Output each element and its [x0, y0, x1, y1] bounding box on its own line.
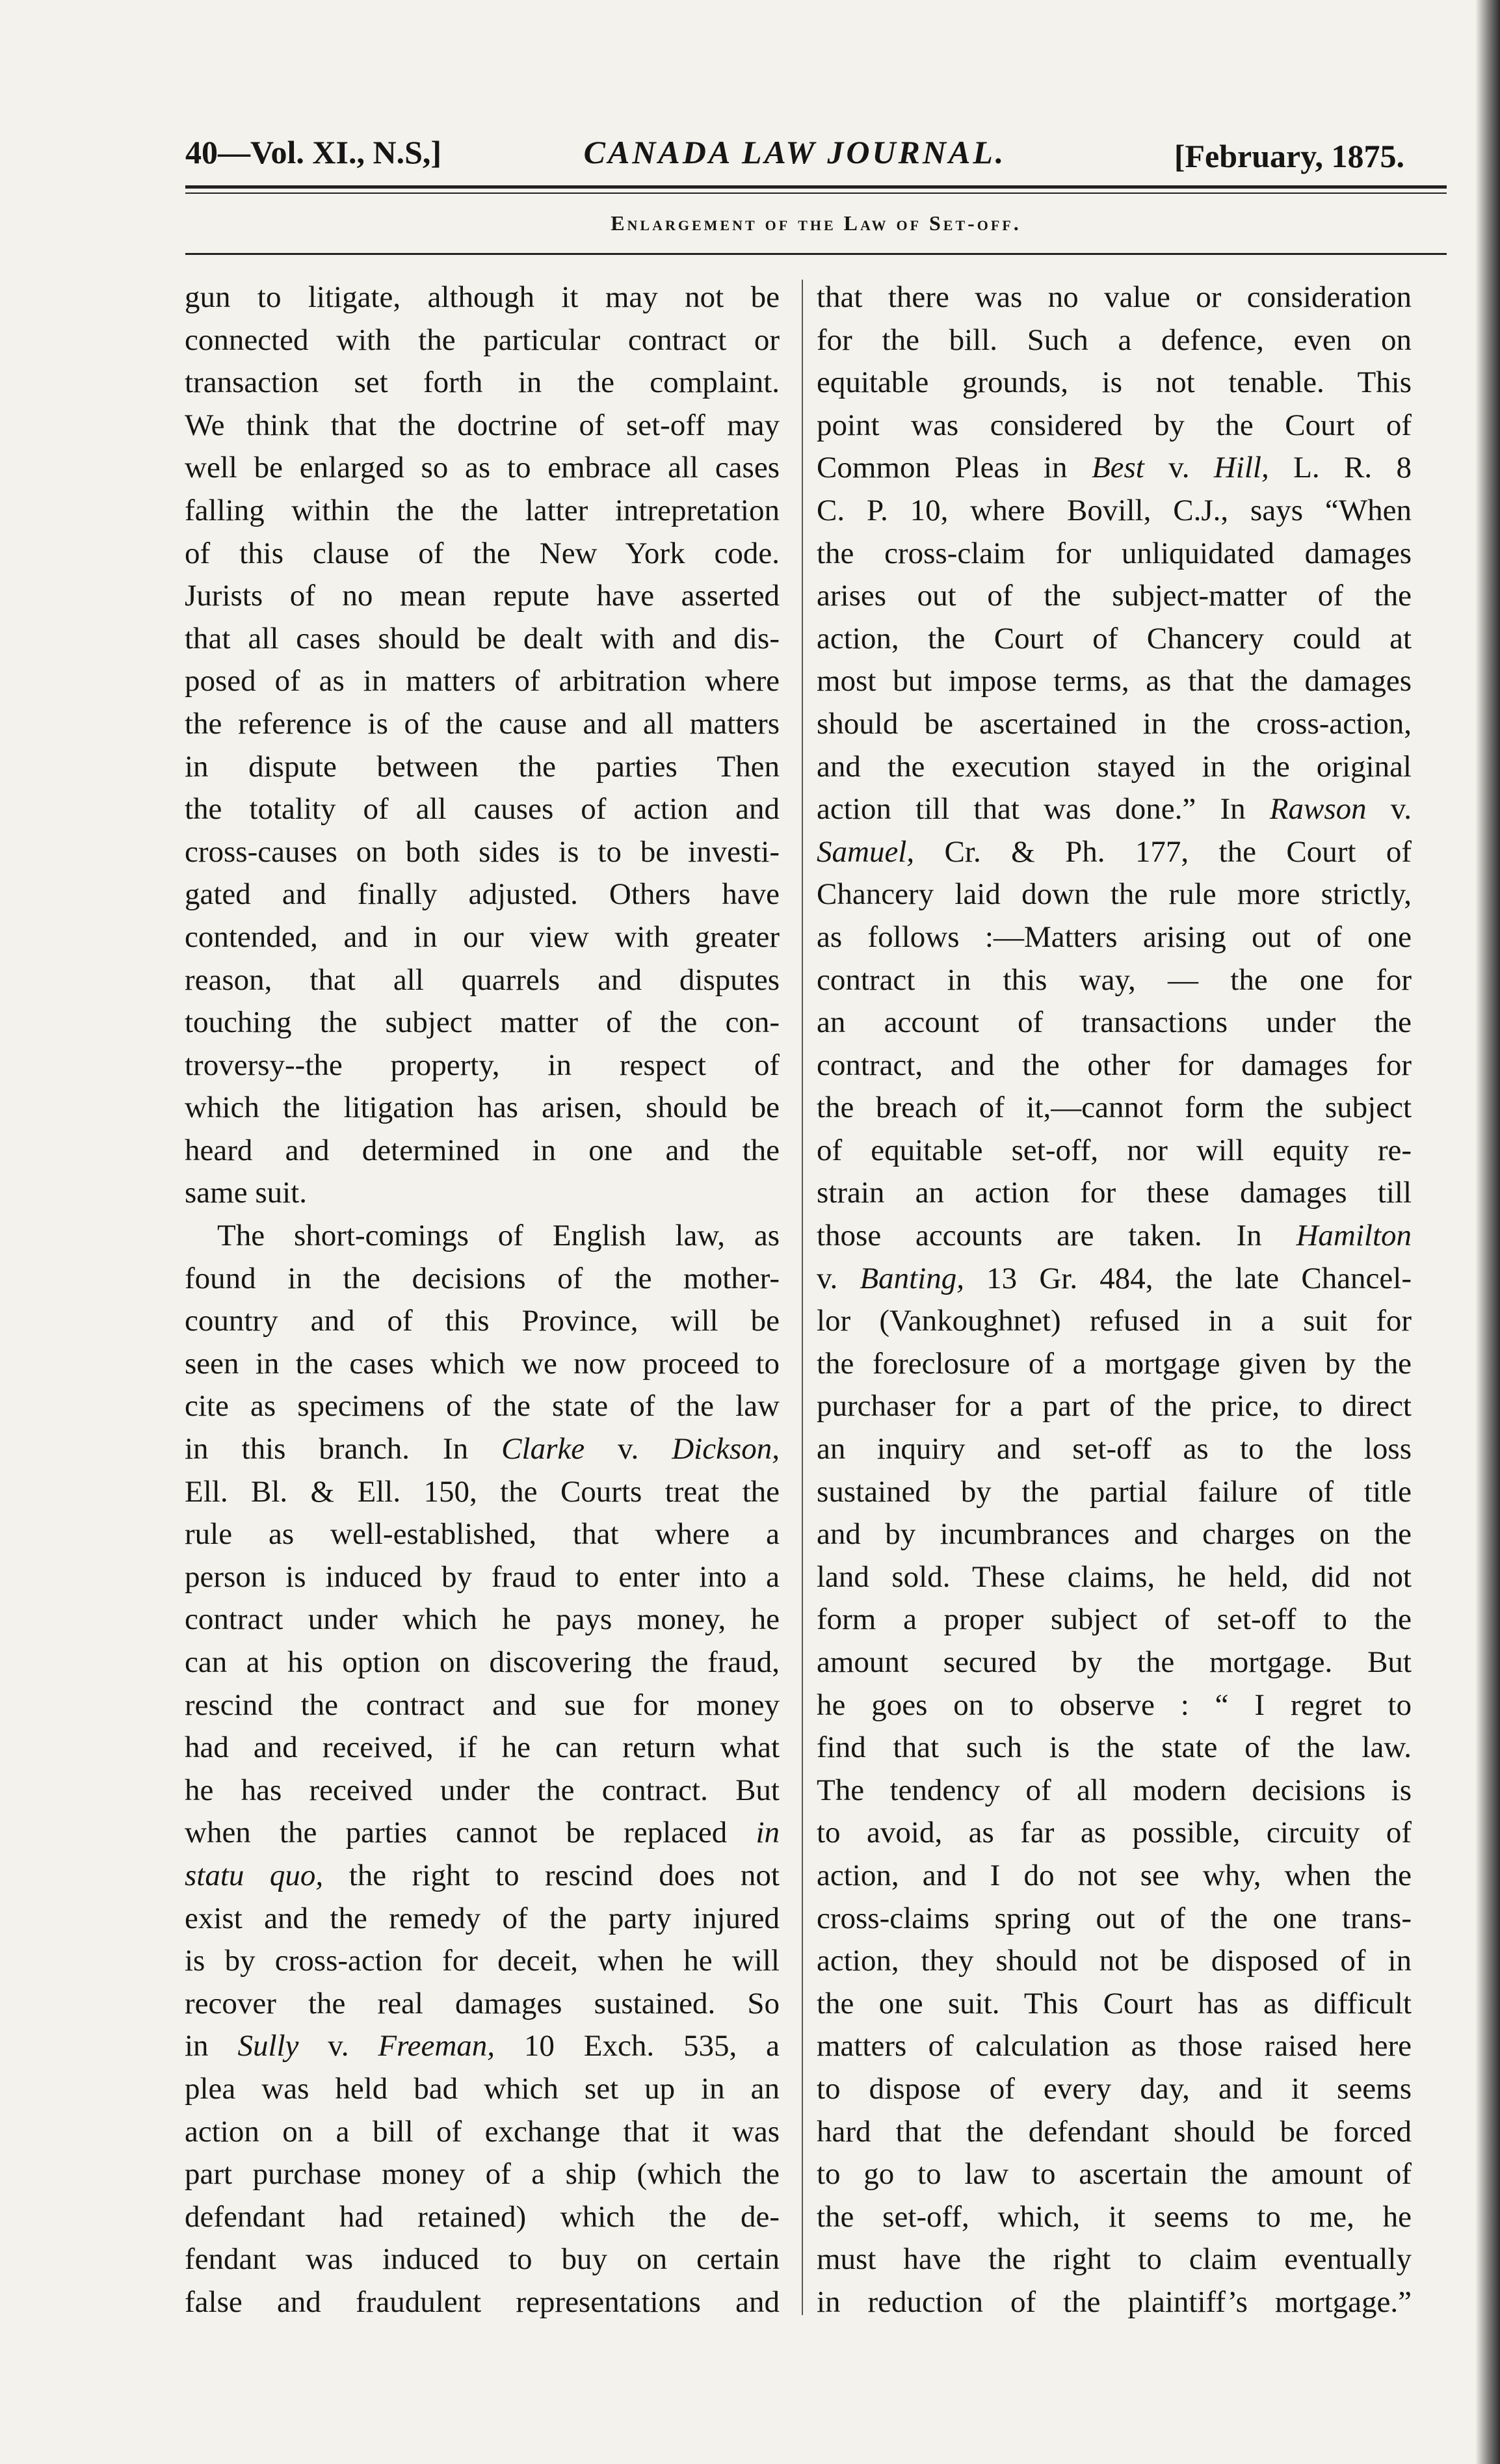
text-line: [817, 533, 1412, 576]
text-line: [185, 831, 780, 874]
text-line: [817, 1343, 1412, 1386]
text-run: in: [185, 2029, 238, 2063]
text-line: [817, 1940, 1412, 1983]
text-line: [185, 1428, 780, 1471]
text-line: [185, 959, 780, 1002]
text-line: [817, 1684, 1412, 1727]
text-run: exist and the remedy of the party injured: [185, 1901, 780, 1935]
text-line: [185, 1087, 780, 1130]
text-run: must have the right to claim eventually: [817, 2242, 1412, 2277]
text-run: gated and finally adjusted. Others have: [185, 877, 780, 912]
text-run: 13 Gr. 484, the late Chancel-: [964, 1261, 1412, 1295]
text-line: [817, 1385, 1412, 1428]
text-line: [817, 1172, 1412, 1215]
text-run: the reference is of the cause and all matters: [185, 706, 780, 741]
case-name: statu quo,: [185, 1858, 324, 1892]
header-rule-thick: [185, 185, 1447, 189]
text-run: of equitable set-off, nor will equity re-: [817, 1133, 1412, 1167]
text-run: The tendency of all modern decisions is: [817, 1773, 1412, 1807]
text-run: to go to law to ascertain the amount of: [817, 2157, 1412, 2192]
left-column: [185, 276, 780, 2324]
text-line: [817, 1898, 1412, 1941]
text-run: to dispose of every day, and it seems: [817, 2071, 1412, 2106]
text-run: equitable grounds, is not tenable. This: [817, 365, 1412, 400]
text-run: falling within the the latter intrepretation: [185, 493, 780, 527]
text-line: [817, 660, 1412, 703]
text-run: person is induced by fraud to enter into a: [185, 1559, 780, 1594]
text-line: [185, 703, 780, 746]
text-line: [817, 1471, 1412, 1514]
text-line: [185, 1044, 780, 1087]
text-line: [817, 319, 1412, 362]
case-name: Dickson,: [672, 1432, 780, 1466]
text-run: action on a bill of exchange that it was: [185, 2114, 780, 2149]
text-line: [185, 2281, 780, 2324]
text-run: of this clause of the New York code.: [185, 536, 780, 570]
text-run: the right to rescind does not: [323, 1858, 780, 1892]
text-run: an inquiry and set-off as to the loss: [817, 1432, 1412, 1466]
text-line: [817, 447, 1412, 490]
text-run: Cr. & Ph. 177, the Court of: [914, 834, 1412, 869]
text-run: which the litigation has arisen, should be: [185, 1091, 780, 1125]
text-run: an account of transactions under the: [817, 1005, 1412, 1040]
text-line: [185, 1898, 780, 1941]
case-name: Hamilton: [1296, 1219, 1412, 1253]
text-run: transaction set forth in the complaint.: [185, 365, 780, 400]
issue-date: [February, 1875.: [1174, 138, 1404, 174]
text-run: the set-off, which, it seems to me, he: [817, 2199, 1412, 2234]
text-run: that all cases should be dealt with and dis-: [185, 621, 780, 656]
text-line: [817, 1001, 1412, 1044]
case-name: Best: [1091, 451, 1144, 485]
text-line: [185, 276, 780, 319]
text-run: contract, and the other for damages for: [817, 1048, 1412, 1082]
text-line: [185, 1769, 780, 1812]
text-run: v.: [1366, 792, 1412, 827]
text-run: connected with the particular contract or: [185, 323, 780, 357]
text-line: [185, 1130, 780, 1172]
case-name: Banting,: [860, 1261, 964, 1295]
text-line: [185, 618, 780, 661]
text-line: [185, 1556, 780, 1599]
text-line: [817, 959, 1412, 1002]
text-run: found in the decisions of the mother-: [185, 1261, 780, 1295]
text-line: [817, 1513, 1412, 1556]
text-line: [185, 1172, 780, 1215]
case-name: Clarke: [501, 1432, 585, 1466]
text-line: [817, 831, 1412, 874]
text-line: [185, 1215, 780, 1258]
text-line: [817, 1641, 1412, 1684]
text-run: We think that the doctrine of set-off may: [185, 408, 780, 442]
text-run: strain an action for these damages till: [817, 1176, 1412, 1210]
text-line: [817, 1727, 1412, 1769]
text-line: [185, 873, 780, 916]
text-line: [185, 2238, 780, 2281]
text-run: can at his option on discovering the fraud,: [185, 1645, 780, 1679]
text-run: plea was held bad which set up in an: [185, 2071, 780, 2106]
text-line: [185, 533, 780, 576]
text-run: defendant had retained) which the de-: [185, 2199, 780, 2234]
case-name: Rawson: [1269, 792, 1367, 827]
text-run: to avoid, as far as possible, circuity of: [817, 1816, 1412, 1850]
text-line: [185, 1727, 780, 1769]
text-run: and by incumbrances and charges on the: [817, 1517, 1412, 1552]
section-title: Enlargement of the Law of Set-off.: [611, 211, 1021, 235]
text-line: [817, 276, 1412, 319]
text-run: contract in this way, — the one for: [817, 962, 1412, 997]
text-run: action, and I do not see why, when the: [817, 1858, 1412, 1892]
text-line: [185, 404, 780, 447]
text-line: [185, 490, 780, 533]
journal-title: CANADA LAW JOURNAL.: [583, 134, 1007, 170]
text-line: [817, 1130, 1412, 1172]
text-line: [817, 1087, 1412, 1130]
text-run: is by cross-action for deceit, when he will: [185, 1944, 780, 1978]
text-run: cite as specimens of the state of the law: [185, 1389, 780, 1424]
text-run: the totality of all causes of action and: [185, 792, 780, 827]
text-run: amount secured by the mortgage. But: [817, 1645, 1412, 1679]
case-name: Hill,: [1213, 451, 1269, 485]
text-line: [185, 1258, 780, 1301]
column-divider: [802, 280, 803, 2315]
text-line: [185, 1983, 780, 2026]
text-run: sustained by the partial failure of title: [817, 1474, 1412, 1509]
text-line: [185, 788, 780, 831]
text-run: for the bill. Such a defence, even on: [817, 323, 1412, 357]
text-line: [817, 1556, 1412, 1599]
text-run: in dispute between the parties Then: [185, 749, 780, 784]
text-line: [185, 2025, 780, 2068]
case-name: in: [756, 1816, 780, 1850]
text-line: [185, 746, 780, 789]
text-run: cross-causes on both sides is to be investi-: [185, 834, 780, 869]
text-line: [185, 2153, 780, 2196]
text-line: [185, 2196, 780, 2239]
text-line: [817, 362, 1412, 404]
text-run: same suit.: [185, 1176, 307, 1210]
text-run: arises out of the subject-matter of the: [817, 579, 1412, 613]
section-rule: [185, 253, 1447, 255]
text-run: false and fraudulent representations and: [185, 2285, 780, 2319]
text-line: [185, 916, 780, 959]
text-line: [185, 447, 780, 490]
text-run: Chancery laid down the rule more strictly,: [817, 877, 1412, 912]
text-run: he has received under the contract. But: [185, 1773, 780, 1807]
text-run: v.: [585, 1432, 672, 1466]
text-run: rule as well-established, that where a: [185, 1517, 780, 1552]
text-run: rescind the contract and sue for money: [185, 1688, 780, 1722]
text-run: reason, that all quarrels and disputes: [185, 962, 780, 997]
text-run: form a proper subject of set-off to the: [817, 1602, 1412, 1637]
text-line: [185, 319, 780, 362]
text-line: [185, 1513, 780, 1556]
text-line: [817, 1258, 1412, 1301]
text-line: [817, 2153, 1412, 2196]
case-name: Sully: [237, 2029, 299, 2063]
text-run: when the parties cannot be replaced: [185, 1816, 756, 1850]
text-run: recover the real damages sustained. So: [185, 1986, 780, 2020]
text-line: [185, 1343, 780, 1386]
text-line: [817, 1855, 1412, 1898]
text-run: The short-comings of English law, as: [217, 1219, 780, 1253]
text-run: posed of as in matters of arbitration where: [185, 664, 780, 698]
volume-label: 40—Vol. XI., N.S,]: [185, 134, 442, 170]
text-run: seen in the cases which we now proceed to: [185, 1346, 780, 1381]
text-line: [817, 916, 1412, 959]
text-run: fendant was induced to buy on certain: [185, 2242, 780, 2277]
text-line: [817, 1983, 1412, 2026]
text-line: [185, 2068, 780, 2111]
text-run: hard that the defendant should be forced: [817, 2114, 1412, 2149]
text-line: [185, 1812, 780, 1855]
text-run: touching the subject matter of the con-: [185, 1005, 780, 1040]
text-run: troversy--the property, in respect of: [185, 1048, 780, 1082]
text-line: [185, 1598, 780, 1641]
text-line: [817, 1044, 1412, 1087]
text-line: [817, 575, 1412, 618]
text-run: contract under which he pays money, he: [185, 1602, 780, 1637]
text-run: contended, and in our view with greater: [185, 920, 780, 954]
text-run: matters of calculation as those raised here: [817, 2029, 1412, 2063]
text-run: the cross-claim for unliquidated damages: [817, 536, 1412, 570]
text-line: [185, 1641, 780, 1684]
text-run: Jurists of no mean repute have asserted: [185, 579, 780, 613]
text-line: [185, 660, 780, 703]
text-line: [817, 490, 1412, 533]
text-line: [817, 2196, 1412, 2239]
text-run: heard and determined in one and the: [185, 1133, 780, 1167]
text-run: as follows :—Matters arising out of one: [817, 920, 1412, 954]
running-head: [185, 133, 1404, 179]
text-run: well be enlarged so as to embrace all cases: [185, 451, 780, 485]
text-line: [185, 1385, 780, 1428]
text-run: that there was no value or consideration: [817, 280, 1412, 314]
text-line: [185, 1001, 780, 1044]
text-line: [185, 1471, 780, 1514]
text-run: he goes on to observe : “ I regret to: [817, 1688, 1412, 1722]
text-run: action, they should not be disposed of in: [817, 1944, 1412, 1978]
text-line: [817, 2068, 1412, 2111]
text-line: [817, 1428, 1412, 1471]
text-run: gun to litigate, although it may not be: [185, 280, 780, 314]
right-column: [817, 276, 1412, 2324]
text-line: [185, 1855, 780, 1898]
header-rule-thin: [185, 192, 1447, 194]
text-line: [817, 2238, 1412, 2281]
text-run: should be ascertained in the cross-action,: [817, 706, 1412, 741]
text-line: [817, 1300, 1412, 1343]
text-line: [817, 1812, 1412, 1855]
text-run: cross-claims spring out of the one trans-: [817, 1901, 1412, 1935]
text-run: had and received, if he can return what: [185, 1730, 780, 1765]
text-run: the one suit. This Court has as difficult: [817, 1986, 1412, 2020]
text-line: [817, 788, 1412, 831]
text-line: [817, 1769, 1412, 1812]
text-run: purchaser for a part of the price, to direct: [817, 1389, 1412, 1424]
text-run: action, the Court of Chancery could at: [817, 621, 1412, 656]
page-edge-shadow: [1475, 0, 1500, 2464]
text-run: in this branch. In: [185, 1432, 502, 1466]
text-run: Common Pleas in: [817, 451, 1092, 485]
text-run: country and of this Province, will be: [185, 1304, 780, 1338]
text-line: [817, 1598, 1412, 1641]
text-line: [185, 1684, 780, 1727]
text-line: [817, 873, 1412, 916]
text-line: [185, 1940, 780, 1983]
text-run: L. R. 8: [1269, 451, 1412, 485]
text-line: [817, 404, 1412, 447]
text-run: action till that was done.” In: [817, 792, 1270, 827]
text-run: the breach of it,—cannot form the subject: [817, 1091, 1412, 1125]
text-line: [817, 703, 1412, 746]
text-line: [185, 362, 780, 404]
text-line: [817, 2025, 1412, 2068]
text-line: [817, 1215, 1412, 1258]
text-run: in reduction of the plaintiff’s mortgage.”: [817, 2285, 1412, 2319]
text-run: 10 Exch. 535, a: [495, 2029, 780, 2063]
text-line: [185, 2111, 780, 2154]
text-line: [185, 575, 780, 618]
text-run: and the execution stayed in the original: [817, 749, 1412, 784]
text-run: v.: [298, 2029, 378, 2063]
text-run: land sold. These claims, he held, did not: [817, 1559, 1412, 1594]
text-run: lor (Vankoughnet) refused in a suit for: [817, 1304, 1412, 1338]
text-line: [817, 746, 1412, 789]
text-run: the foreclosure of a mortgage given by the: [817, 1346, 1412, 1381]
text-run: v.: [817, 1261, 860, 1295]
text-line: [185, 1300, 780, 1343]
text-run: Ell. Bl. & Ell. 150, the Courts treat the: [185, 1474, 780, 1509]
text-line: [817, 2111, 1412, 2154]
text-run: those accounts are taken. In: [817, 1219, 1296, 1253]
text-run: part purchase money of a ship (which the: [185, 2157, 780, 2192]
text-run: find that such is the state of the law.: [817, 1730, 1412, 1765]
text-line: [817, 2281, 1412, 2324]
text-run: v.: [1144, 451, 1214, 485]
text-run: C. P. 10, where Bovill, C.J., says “When: [817, 493, 1412, 527]
case-name: Samuel,: [817, 834, 915, 869]
text-run: most but impose terms, as that the damages: [817, 664, 1412, 698]
text-run: point was considered by the Court of: [817, 408, 1412, 442]
text-line: [817, 618, 1412, 661]
case-name: Freeman,: [378, 2029, 495, 2063]
